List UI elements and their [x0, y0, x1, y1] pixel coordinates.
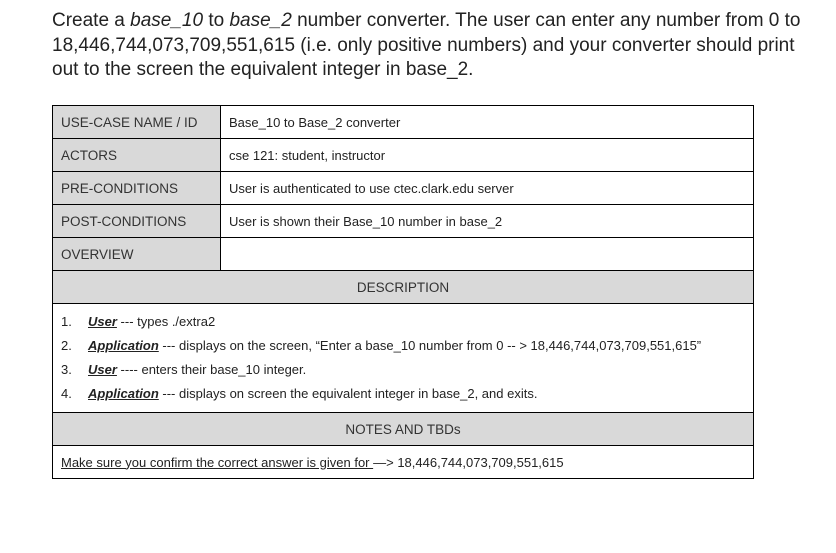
step-actor: Application [88, 386, 159, 401]
description-cell [53, 304, 754, 413]
row-use-case-name [53, 106, 754, 139]
step-actor: Application [88, 338, 159, 353]
post-conditions-label: POST-CONDITIONS [53, 205, 221, 238]
step-separator: --- [116, 314, 138, 329]
use-case-name-value: Base_10 to Base_2 converter [221, 106, 754, 139]
step-item [61, 310, 745, 334]
step-number: 2. [61, 338, 72, 353]
notes-arrow: —> [373, 454, 394, 470]
step-item [61, 334, 745, 358]
intro-text-2: to [203, 10, 230, 31]
use-case-name-label: USE-CASE NAME / ID [53, 106, 221, 139]
pre-conditions-value: User is authenticated to use ctec.clark.edu server [221, 172, 754, 205]
row-overview [53, 238, 754, 271]
step-text: displays on the screen, “Enter a base_10 number from 0 -- > 18,446,744,073,709,551,615” [179, 338, 702, 353]
actors-value: cse 121: student, instructor [221, 139, 754, 172]
description-header: DESCRIPTION [53, 271, 754, 304]
step-separator: --- [158, 338, 179, 353]
overview-value [221, 238, 754, 271]
description-steps [61, 304, 745, 412]
intro-text-1: Create a [52, 10, 131, 31]
use-case-table [52, 105, 754, 479]
step-number: 3. [61, 362, 72, 377]
row-notes-header [53, 413, 754, 446]
step-actor: User [88, 314, 117, 329]
row-description-steps [53, 304, 754, 413]
step-separator: --- [158, 386, 179, 401]
row-notes [53, 446, 754, 479]
overview-label: OVERVIEW [53, 238, 221, 271]
notes-cell [53, 446, 754, 479]
assignment-intro [52, 9, 812, 83]
intro-term-base2: base_2 [229, 10, 292, 31]
row-description-header [53, 271, 754, 304]
row-post-conditions [53, 205, 754, 238]
step-number: 4. [61, 386, 72, 401]
notes-header: NOTES AND TBDs [53, 413, 754, 446]
step-number: 1. [61, 314, 72, 329]
row-actors [53, 139, 754, 172]
step-separator: ---- [116, 362, 142, 377]
notes-value: 18,446,744,073,709,551,615 [393, 454, 564, 470]
step-text: displays on screen the equivalent integer in base_2, and exits. [179, 386, 538, 401]
step-text: types ./extra2 [137, 314, 216, 329]
actors-label: ACTORS [53, 139, 221, 172]
post-conditions-value: User is shown their Base_10 number in base_2 [221, 205, 754, 238]
row-pre-conditions [53, 172, 754, 205]
step-item [61, 382, 745, 406]
step-actor: User [88, 362, 117, 377]
intro-text-3: number converter. The user can enter any number from 0 to 18,446,744,073,709,551,615 (i.e. only positive numbers) and your converter should print out to the screen the equivalent integer in base_2. [52, 10, 801, 80]
step-text: enters their base_10 integer. [141, 362, 307, 377]
notes-underlined-text: Make sure you confirm the correct answer is given for [61, 454, 374, 470]
intro-term-base10: base_10 [130, 10, 204, 31]
pre-conditions-label: PRE-CONDITIONS [53, 172, 221, 205]
step-item [61, 358, 745, 382]
